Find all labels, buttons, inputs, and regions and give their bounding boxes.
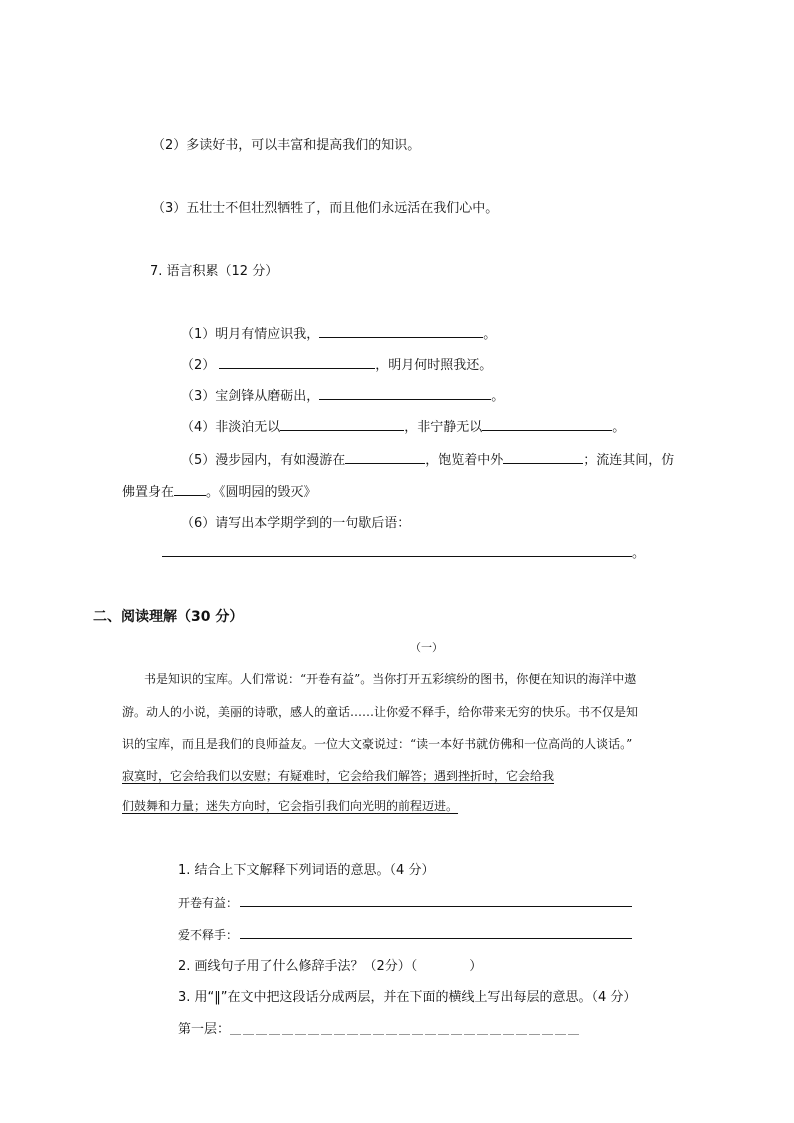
q7-line-3 <box>181 385 504 404</box>
question-1: 1. 结合上下文解释下列词语的意思。（4 分） <box>178 863 435 878</box>
answer-blank[interactable] <box>240 924 632 939</box>
answer-blank[interactable] <box>219 354 375 369</box>
passage-line-5-underlined: 们鼓舞和力量；迷失方向时，它会指引我们向光明的前程迈进。 <box>122 799 459 813</box>
answer-blank[interactable] <box>174 481 206 496</box>
q7-l4-text-b: ，非宁静无以 <box>404 420 483 435</box>
q7-l3-end: 。 <box>491 389 505 404</box>
answer-blank[interactable] <box>240 892 632 907</box>
passage-line-1: 书是知识的宝库。人们常说：“开卷有益”。当你打开五彩缤纷的图书，你便在知识的海洋中遨 <box>144 672 637 686</box>
passage-line-3: 识的宝库，而且是我们的良师益友。一位大文豪说过：“读一本好书就仿佛和一位高尚的人谈话。” <box>122 737 633 751</box>
question-3: 3. 用“‖”在文中把这段话分成两层，并在下面的横线上写出每层的意思。（4 分） <box>178 990 637 1005</box>
answer-blank[interactable] <box>345 449 425 464</box>
passage-line-2: 游。动人的小说，美丽的诗歌，感人的童话……让你爱不释手，给你带来无穷的快乐。书不仅是知 <box>122 705 639 719</box>
q7-l5-text-c: ；流连其间，仿 <box>583 453 675 468</box>
q7-line-6: （6）请写出本学期学到的一句歇后语： <box>181 516 411 531</box>
q7-l4-end: 。 <box>612 420 626 435</box>
q7-l2-text: （2） <box>181 358 216 373</box>
q7-line-6-answer <box>162 542 645 561</box>
q7-l1-end: 。 <box>483 327 497 342</box>
answer-blank[interactable] <box>162 542 632 557</box>
layer-1-answer-line[interactable]: ＿＿＿＿＿＿＿＿＿＿＿＿＿＿＿＿＿＿＿＿＿＿＿＿＿＿＿ <box>230 1023 582 1036</box>
q7-line-5 <box>181 449 674 468</box>
answer-blank[interactable] <box>319 385 491 400</box>
q7-l5-text-e: 。《圆明园的毁灭》 <box>206 485 317 500</box>
question-2: 2. 画线句子用了什么修辞手法？（2分）（ ） <box>178 959 483 974</box>
word-1-row <box>178 892 632 911</box>
word-1-label: 开卷有益： <box>178 896 239 910</box>
q7-l1-text: （1）明月有情应识我， <box>181 327 320 342</box>
q7-line-4 <box>181 416 625 435</box>
answer-blank[interactable] <box>319 323 483 338</box>
q7-l5-text-a: （5）漫步园内，有如漫游在 <box>181 453 346 468</box>
q7-line-5-cont <box>122 481 317 500</box>
passage-line-4-underlined: 寂寞时，它会给我们以安慰；有疑难时，它会给我们解答；遇到挫折时，它会给我 <box>122 769 555 783</box>
layer-1-label: 第一层： <box>178 1022 231 1037</box>
q7-l5-text-d: 佛置身在 <box>122 485 175 500</box>
q7-l2-end: ，明月何时照我还。 <box>375 358 493 373</box>
q6-item-2: （2）多读好书，可以丰富和提高我们的知识。 <box>152 138 421 153</box>
passage-subtitle: （一） <box>410 641 443 654</box>
q7-title: 7. 语言积累（12 分） <box>150 264 279 279</box>
section2-title: 二、阅读理解（30 分） <box>93 609 244 625</box>
word-2-label: 爱不释手： <box>178 928 239 942</box>
answer-blank[interactable] <box>503 449 583 464</box>
q7-line-1 <box>181 323 496 342</box>
answer-blank[interactable] <box>482 416 612 431</box>
q7-l6-end: 。 <box>632 546 646 561</box>
q7-line-2 <box>181 354 492 373</box>
q7-l3-text: （3）宝剑锋从磨砺出， <box>181 389 320 404</box>
layer-1-row <box>178 1018 581 1037</box>
word-2-row <box>178 924 632 943</box>
q7-l4-text-a: （4）非淡泊无以 <box>181 420 281 435</box>
answer-blank[interactable] <box>280 416 404 431</box>
q7-l5-text-b: ，饱览着中外 <box>425 453 504 468</box>
q6-item-3: （3）五壮士不但壮烈牺牲了，而且他们永远活在我们心中。 <box>152 201 499 216</box>
